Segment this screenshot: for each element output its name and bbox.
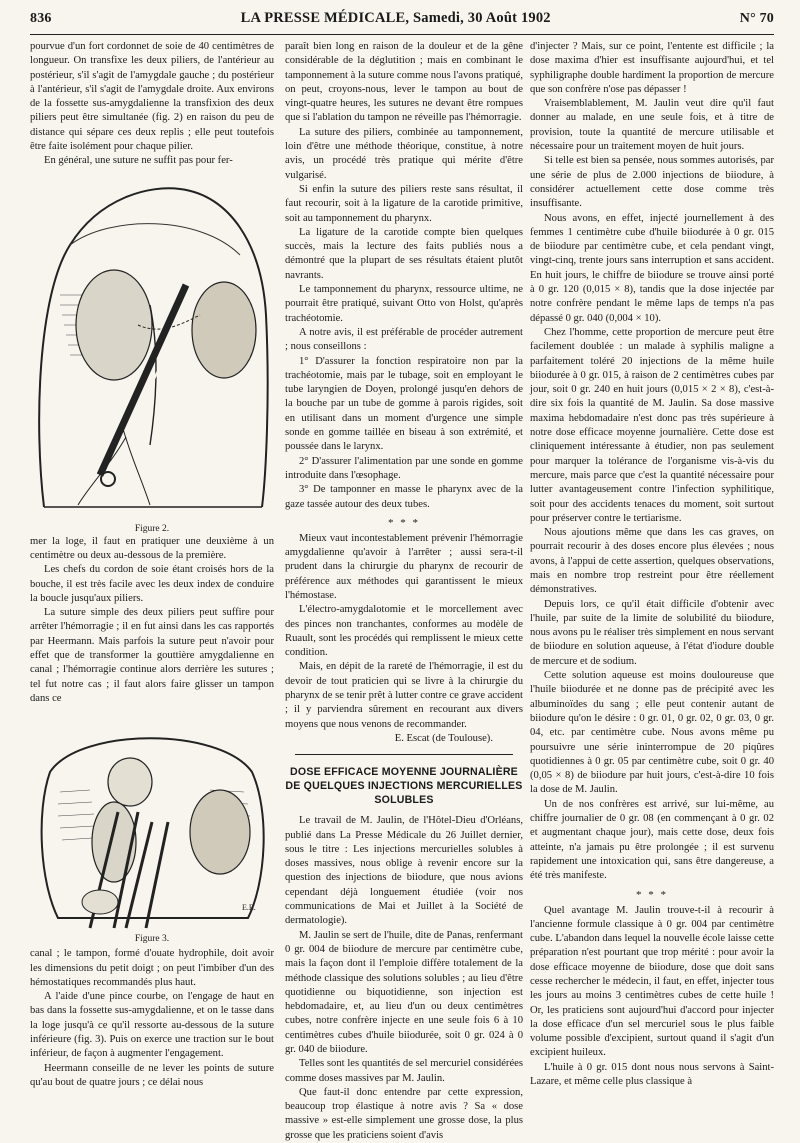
paragraph: pourvue d'un fort cordonnet de soie de 40 centimètres de longueur. On transfixe les deux piliers, de l'antérieur au postérieur, s'il s'agit de l'amygdale gauche ; du postérieur à l'antérieur, s'il s'agit de l'amygdale droite. Aux environs de la fossette sus-amygdalienne la transfixion des deux piliers peut être simultanée (fig. 2) en raison du peu de distance qui sépare ces deux replis ; elle peut toutefois être faite isolément pour chaque pilier. (30, 41, 274, 153)
paragraph: L'électro-amygdalotomie et le morcellement avec des pinces non tranchantes, conformes au modèle de Ruault, sont les procédés qui remplissent le mieux cette condition. (285, 604, 523, 659)
figure-3-caption: Figure 3. (134, 934, 170, 945)
paragraph: Nous ajoutions même que dans les cas graves, on pourrait recourir à des doses encore plus élevées ; nous avons, à l'appui de cette assertion, quelques observations, mais en nombre trop restreint pour être réellement démonstratives. (530, 527, 774, 596)
paragraph: Heermann conseille de ne lever les points de suture qu'au bout de quatre jours ; ce délai nous (30, 1062, 274, 1088)
column-1 (30, 40, 274, 1090)
paragraph: Un de nos confrères est arrivé, sur lui-même, au chiffre journalier de 0 gr. 08 (en commençant à 0 gr. 02 et augmentant chaque jour), mais cette dose, deux fois atteinte, n'a jamais pu être prolongée ; il est survenu rapidement une intoxication qui, sans être dangereuse, a été très manifeste. (530, 798, 774, 882)
journal-title: LA PRESSE MÉDICALE, Samedi, 30 Août 1902 (240, 10, 551, 26)
running-header (30, 10, 774, 35)
paragraph: Cette solution aqueuse est moins douloureuse que l'huile biiodurée et ne donne pas de précipité avec les albuminoïdes du sang ; elle peut contenir autant de biiodure qu'on le désire : 0 gr. 01, 0 gr. 02, 0 gr. 03, 0 gr. 04, etc. par centimètre cube. Nous avons même pu poursuivre une série ininterrompue de 20 piqûres quotidiennes à 0 gr. 05 par centimètre cube, soit 0 gr. 40 (0,05 × 8) de biiodure par huit jours, c'est-à-dire 10 fois la dose de M. Jaulin. (530, 670, 774, 796)
paragraph: 3° De tamponner en masse le pharynx avec de la gaze tassée autour des deux tubes. (285, 484, 523, 510)
paragraph: Mieux vaut incontestablement prévenir l'hémorragie amygdalienne qu'avoir à l'arrêter ; aussi sera-t-il prudent dans la chirurgie du pharynx de recourir de préférence aux méthodes qui garantissent le mieux l'hémostase. (285, 532, 523, 601)
figure-3 (30, 712, 274, 947)
column-2 (285, 40, 523, 1143)
paragraph: canal ; le tampon, formé d'ouate hydrophile, doit avoir les dimensions du petit doigt ; on peut l'imbiber d'un des hémostatiques recommandés plus haut. (30, 948, 274, 988)
paragraph: L'huile à 0 gr. 015 dont nous nous servons à Saint-Lazare, et même celle plus classique à (530, 1061, 774, 1088)
column-3 (530, 40, 774, 1089)
figure-2-caption: Figure 2. (134, 523, 170, 534)
paragraph: Le tamponnement du pharynx, ressource ultime, ne pourrait être pratiqué, suivant Otto von Holst, qu'après trachéotomie. (285, 284, 523, 324)
figure-2 (30, 175, 274, 535)
page-number: 836 (30, 11, 52, 26)
paragraph: Telles sont les quantités de sel mercuriel considérées comme doses massives par M. Jaulin. (285, 1058, 523, 1084)
paragraph: Si telle est bien sa pensée, nous sommes autorisés, par une série de plus de 2.000 injections de biiodure, à considérer actuellement cette dose comme très insuffisante. (530, 155, 774, 210)
paragraph: La suture simple des deux piliers peut suffire pour arrêter l'hémorragie ; il en fut ainsi dans les cas rapportés par Heermann. Mais parfois la suture peut n'avoir pour effet que de transformer la gouttière amygdalienne en canal ; l'hémorragie continue alors derrière les sutures ; tel fut notre cas ; il faut alors faire glisser un tampon dans ce (30, 607, 274, 704)
paragraph: 1° D'assurer la fonction respiratoire non par la trachéotomie, mais par le tubage, soit en employant le tube laryngien de Doyen, prolongé jusqu'en dehors de la bouche par un tube de gomme à parois rigides, soit en utilisant dans un moment d'urgence une simple sonde en gomme taillée en biseau à son extrémité, et poussée dans le larynx. (285, 355, 523, 453)
paragraph: Nous avons, en effet, injecté journellement à des femmes 1 centimètre cube d'huile biiodurée à 0 gr. 015 de biiodure par centimètre cube, et cela pendant vingt, vingt-cinq, trente jours sans interruption et sans accident. En huit jours, le chiffre de biiodure se trouve ainsi porté à 0 gr. 120 (0,015 × 8), tandis que la dose injectée par notre confrère pendant le même laps de temps n'a pas dépassé 0 gr. 040 (0,004 × 10). (530, 212, 774, 324)
paragraph: En général, une suture ne suffit pas pour fer- (44, 155, 233, 167)
paragraph: La suture des piliers, combinée au tamponnement, loin d'être une méthode théorique, constitue, à notre avis, un procédé très pratique qui mérite d'être vulgarisé. (285, 126, 523, 181)
issue-number: N° 70 (739, 11, 774, 26)
paragraph: Quel avantage M. Jaulin trouve-t-il à recourir à l'ancienne formule classique à 0 gr. 004 par centimètre cube. L'abandon dans lequel la nouvelle école laisse cette préparation n'est pourtant que trop mérité : pour avoir la dose efficace moyenne de biiodure, dose que doit sans cesse rechercher le médecin, il faut, en effet, injecter tous les jours au moins 3 centimètres cubes de cette huile ! Or, les praticiens sont aujourd'hui d'accord pour injecter la dose efficace d'un sel mercuriel sous le plus faible volume possible d'excipient, surtout quand il s'agit d'un excipient huileux. (530, 904, 774, 1059)
paragraph: A l'aide d'une pince courbe, on l'engage de haut en bas dans la fossette sus-amygdalienne, et on le tasse dans la loge jusqu'à ce qu'il ressorte au-dessous de la suture inférieure (fig. 3). Puis on exerce une traction sur le bout inférieur, de façon à augmenter l'engagement. (30, 991, 274, 1060)
author-signature: E. Escat (de Toulouse). (394, 732, 493, 744)
paragraph: Chez l'homme, cette proportion de mercure peut être facilement doublée : un malade à syphilis maligne a parfaitement toléré 20 injections de la même huile biiodurée à 0 gr. 015, à raison de 2 centimètres cubes par jour, soit 0 gr. 240 en huit jours (0,015 × 2 × 8), c'est-à-dire six fois la quantité de M. Jaulin. Sa dose massive maxima hebdomadaire n'est donc pas très supérieure à notre dose efficace moyenne journalière. Cette dose est cliniquement intéressante à étudier, non pas seulement pour marquer la tolérance de l'organisme vis-à-vis du mercure, mais parce que c'est la quantité nécessaire pour lutter avantageusement contre l'infection syphilitique, soit pour des accidents tenaces du moment, soit surtout pour préserver contre le tertiarisme. (530, 326, 774, 524)
paragraph: mer la loge, il faut en pratiquer une deuxième à un centimètre ou deux au-dessous de la première. (30, 535, 274, 561)
paragraph: Vraisemblablement, M. Jaulin veut dire qu'il faut donner au malade, en une seule fois, et à titre de provision, toute la quantité de mercure utilisable et nécessaire pour un traitement moyen de huit jours. (530, 98, 774, 153)
paragraph: Mais, en dépit de la rareté de l'hémorragie, il est du devoir de tout praticien qui se livre à la chirurgie du pharynx de se tenir prêt à lutter contre ce grave accident ; il y parviendra sûrement en recourant aux divers moyens que nous venons de recommander. (285, 661, 523, 730)
paragraph: 2° D'assurer l'alimentation par une sonde en gomme introduite dans l'œsophage. (285, 455, 523, 481)
paragraph: Que faut-il donc entendre par cette expression, beaucoup trop élastique à notre avis ? Sa « dose massive » est-elle simplement une grosse dose, la plus grosse que les praticiens soient d'avis (285, 1086, 523, 1141)
paragraph: Les chefs du cordon de soie étant croisés hors de la bouche, il est très facile avec les deux index de conduire la boucle jusqu'aux piliers. (30, 564, 274, 604)
section-separator: * * * (388, 516, 420, 529)
paragraph: paraît bien long en raison de la douleur et de la gêne considérable de la déglutition ; mais en combinant le tamponnement à la suture comme nous l'avons pratiqué, on peut, croyons-nous, lever le tampon au bout de vingt-quatre heures, les sutures ne devant être rompues que si l'ablation du tampon ne réveille pas l'hémorragie. (285, 41, 523, 124)
paragraph: M. Jaulin se sert de l'huile, dite de Panas, renfermant 0 gr. 004 de biiodure de mercure par centimètre cube, mais la façon dont il l'emploie diffère totalement de la méthode classique des solutions solubles ; au lieu d'être quotidienne ou biquotidienne, son injection est hebdomadaire, et, au lieu d'un ou deux centimètres cubes, notre confrère injecte en une seule fois 6 à 10 centimètres cubes d'huile biiodurée, soit 0 gr. 024 à 0 gr. 040 de biiodure. (285, 929, 523, 1055)
section-separator: * * * (636, 888, 668, 901)
article-divider (295, 754, 513, 755)
paragraph: Si enfin la suture des piliers reste sans résultat, il faut recourir, soit à la ligature de la carotide primitive, soit au tamponnement du pharynx. (285, 183, 523, 224)
article-title: DOSE EFFICACE MOYENNE JOURNALIÈRE DE QUELQUES INJECTIONS MERCURIELLES SOLUBLES (285, 766, 523, 807)
paragraph: La ligature de la carotide compte bien quelques succès, mais la lecture des faits publiés nous a démontré que la plupart de ses résultats étaient plutôt navrants. (285, 226, 523, 281)
paragraph: Depuis lors, ce qu'il était difficile d'obtenir avec l'huile, par suite de la limite de solubilité du biiodure, nous avons pu le réaliser très simplement en nous servant de biiodure en solution aqueuse, à l'état d'iodure double de mercure et de sodium. (530, 598, 774, 667)
paragraph: Le travail de M. Jaulin, de l'Hôtel-Dieu d'Orléans, publié dans La Presse Médicale du 26 Juillet dernier, sous le titre : Les injections mercurielles solubles à doses massives, nous oblige à revenir encore sur la question des injections de biiodure, que nous avions cependant déjà longuement étudiée (voir nos communications de Mai et Juillet à la Société de dermatologie). (285, 815, 523, 927)
paragraph: A notre avis, il est préférable de procéder autrement ; nous conseillons : (285, 326, 523, 353)
figure-2-illustration (30, 175, 274, 520)
figure-3-illustration (30, 712, 274, 930)
paragraph: d'injecter ? Mais, sur ce point, l'entente est difficile ; la dose maxima d'hier est insuffisante aujourd'hui, et tel syphiligraphe double hardiment la proportion de mercure que son confrère n'ose pas dépasser ! (530, 41, 774, 95)
svg-text:E.E.: E.E. (242, 903, 256, 913)
